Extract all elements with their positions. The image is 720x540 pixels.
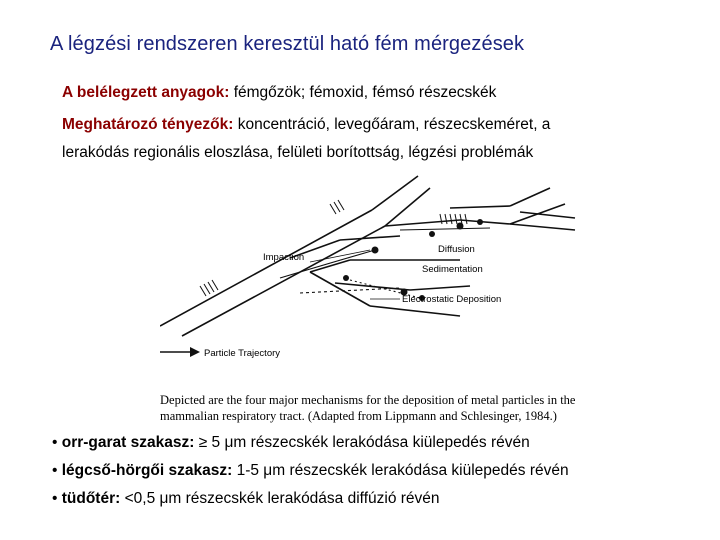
determining-factors-label: Meghatározó tényezők: [62, 116, 234, 133]
bullet-label: tüdőtér: [61, 490, 121, 507]
bullet-marker: • [52, 462, 62, 479]
inhaled-substances-label: A belélegzett anyagok: [62, 84, 230, 101]
particle-trajectory-label: Particle Trajectory [204, 348, 281, 359]
figure-caption-line1: Depicted are the four major mechanisms for the deposition of metal particles in the [160, 393, 576, 407]
diffusion-label: Diffusion [438, 244, 475, 255]
determining-factors-continuation: lerakódás regionális eloszlása, felületi borítottság, légzési problémák [62, 144, 534, 161]
bullet-tracheobronchial [52, 462, 569, 480]
bullet-nasopharyngeal [52, 434, 530, 452]
electrostatic-label: Electrostatic Deposition [402, 294, 502, 305]
figure-caption-line2: mammalian respiratory tract. (Adapted from Lippmann and Schlesinger, 1984.) [160, 409, 557, 423]
bullet-text: 1-5 μm részecskék lerakódása kiülepedés révén [232, 462, 569, 479]
page-title: A légzési rendszeren keresztül ható fém mérgezések [50, 33, 525, 55]
determining-factors-text: koncentráció, levegőáram, részecskeméret, a [233, 116, 551, 133]
impaction-label: Impaction [263, 252, 305, 263]
inhaled-substances-text: fémgőzök; fémoxid, fémsó részecskék [229, 84, 497, 101]
bullet-label: légcső-hörgői szakasz: [61, 462, 233, 479]
sedimentation-label: Sedimentation [422, 264, 483, 275]
airway-diagram [160, 176, 575, 336]
trajectory-legend [160, 347, 280, 359]
bullet-marker: • [52, 434, 62, 451]
determining-factors-line [62, 116, 550, 134]
bullet-pulmonary [52, 490, 440, 508]
bullet-label: orr-garat szakasz: [61, 434, 195, 451]
bullet-text: ≥ 5 μm részecskék lerakódása kiülepedés révén [194, 434, 530, 451]
bullet-text: <0,5 μm részecskék lerakódása diffúzió révén [120, 490, 440, 507]
deposition-mechanisms-figure [160, 168, 620, 423]
inhaled-substances-line [62, 84, 496, 102]
bullet-marker: • [52, 490, 62, 507]
